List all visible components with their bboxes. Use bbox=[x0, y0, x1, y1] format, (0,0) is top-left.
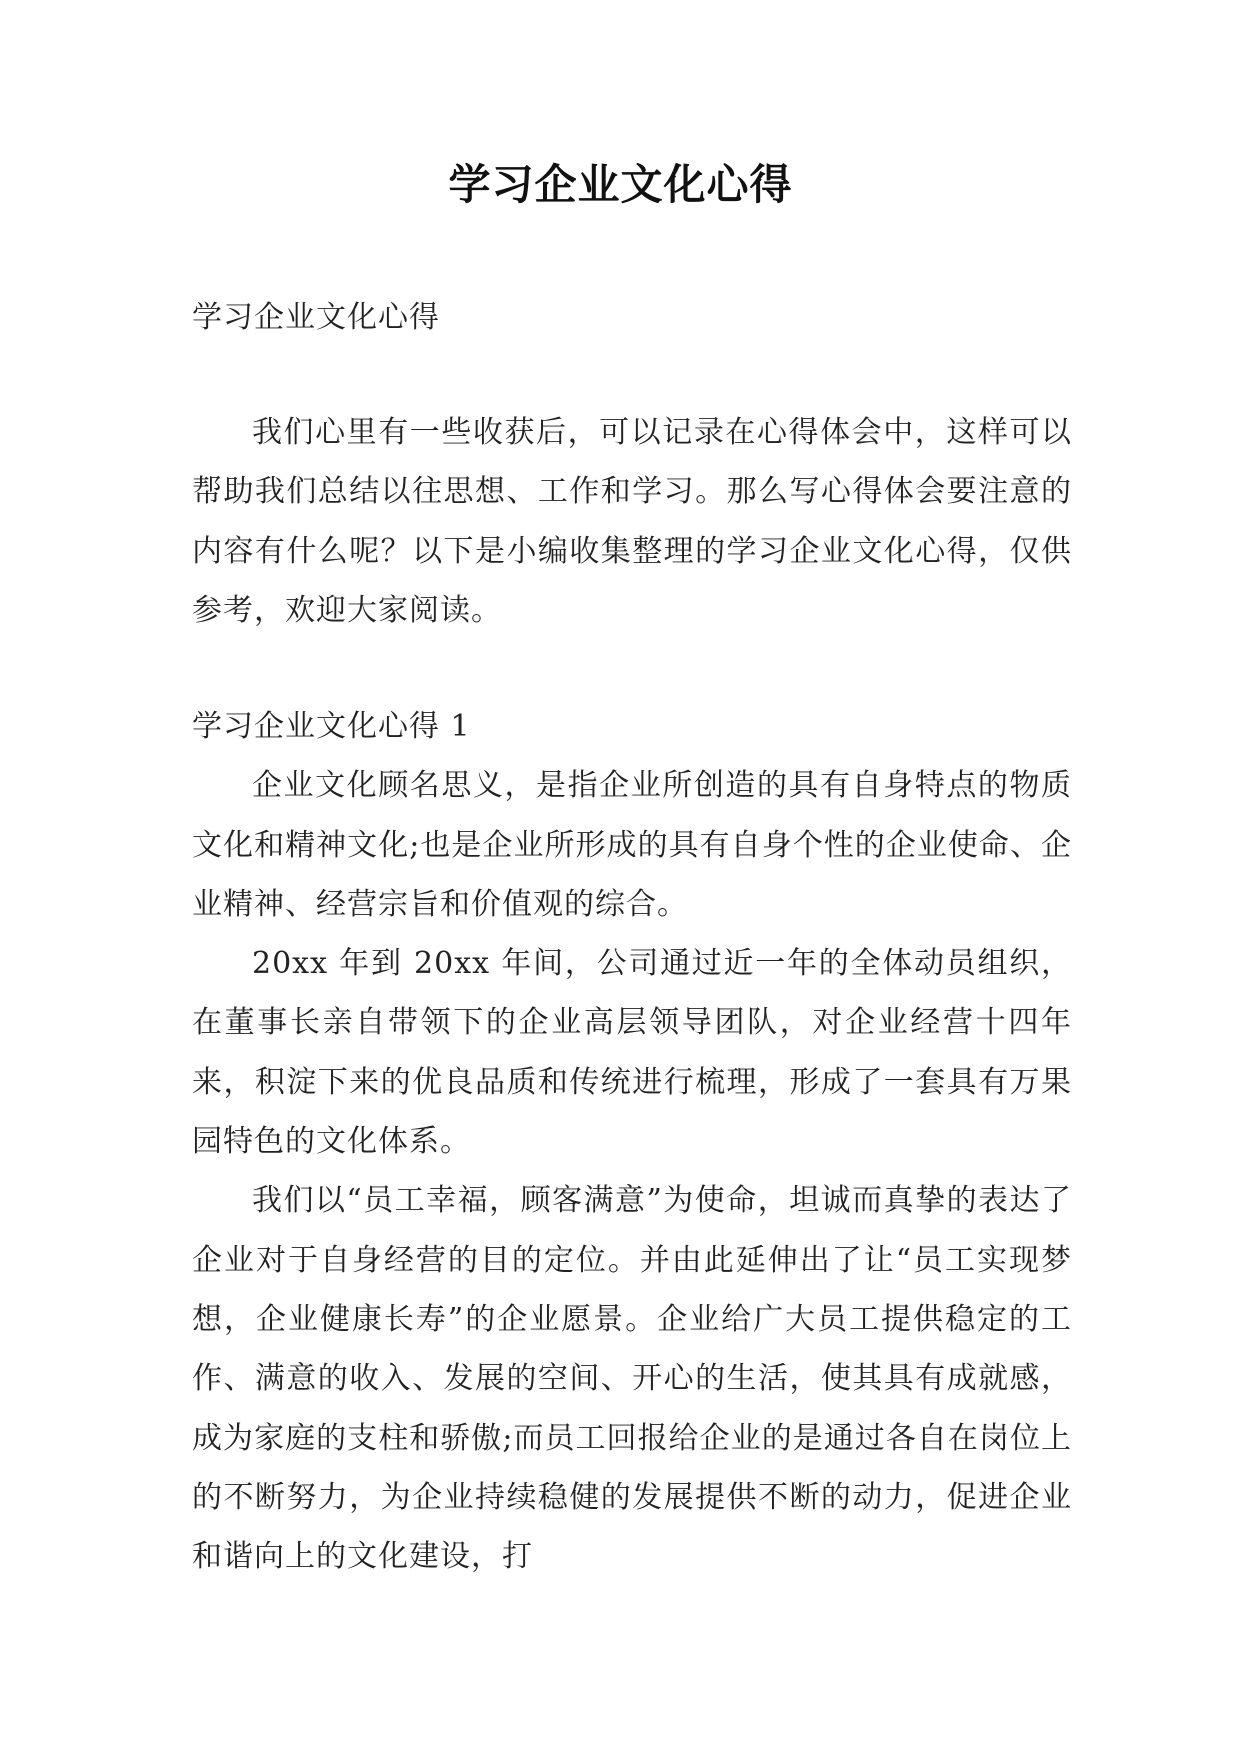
section-paragraph: 我们以“员工幸福，顾客满意”为使命，坦诚而真挚的表达了企业对于自身经营的目的定位。并由此延伸出了让“员工实现梦想，企业健康长寿”的企业愿景。企业给广大员工提供稳定的工作、满意的收入、发展的空间、开心的生活，使其具有成就感，成为家庭的支柱和骄傲;而员工回报给企业的是通过各自在岗位上的不断努力，为企业持续稳健的发展提供不断的动力，促进企业和谐向上的文化建设，打 bbox=[192, 1183, 1072, 1575]
section-paragraph: 20xx 年到 20xx 年间，公司通过近一年的全体动员组织，在董事长亲自带领下的企业高层领导团队，对企业经营十四年来，积淀下来的优良品质和传统进行梳理，形成了一套具有万果园特色的文化体系。 bbox=[192, 946, 1072, 1160]
document-subtitle: 学习企业文化心得 bbox=[192, 300, 440, 335]
intro-block bbox=[192, 403, 1072, 640]
section-heading: 学习企业文化心得 1 bbox=[192, 709, 471, 744]
section-1 bbox=[192, 697, 1072, 1586]
document-title: 学习企业文化心得 bbox=[448, 160, 793, 209]
intro-paragraph: 我们心里有一些收获后，可以记录在心得体会中，这样可以帮助我们总结以往思想、工作和学习。那么写心得体会要注意的内容有什么呢？以下是小编收集整理的学习企业文化心得，仅供参考，欢迎大家阅读。 bbox=[192, 415, 1072, 628]
section-paragraph: 企业文化顾名思义，是指企业所创造的具有自身特点的物质文化和精神文化;也是企业所形成的具有自身个性的企业使命、企业精神、经营宗旨和价值观的综合。 bbox=[192, 768, 1072, 922]
